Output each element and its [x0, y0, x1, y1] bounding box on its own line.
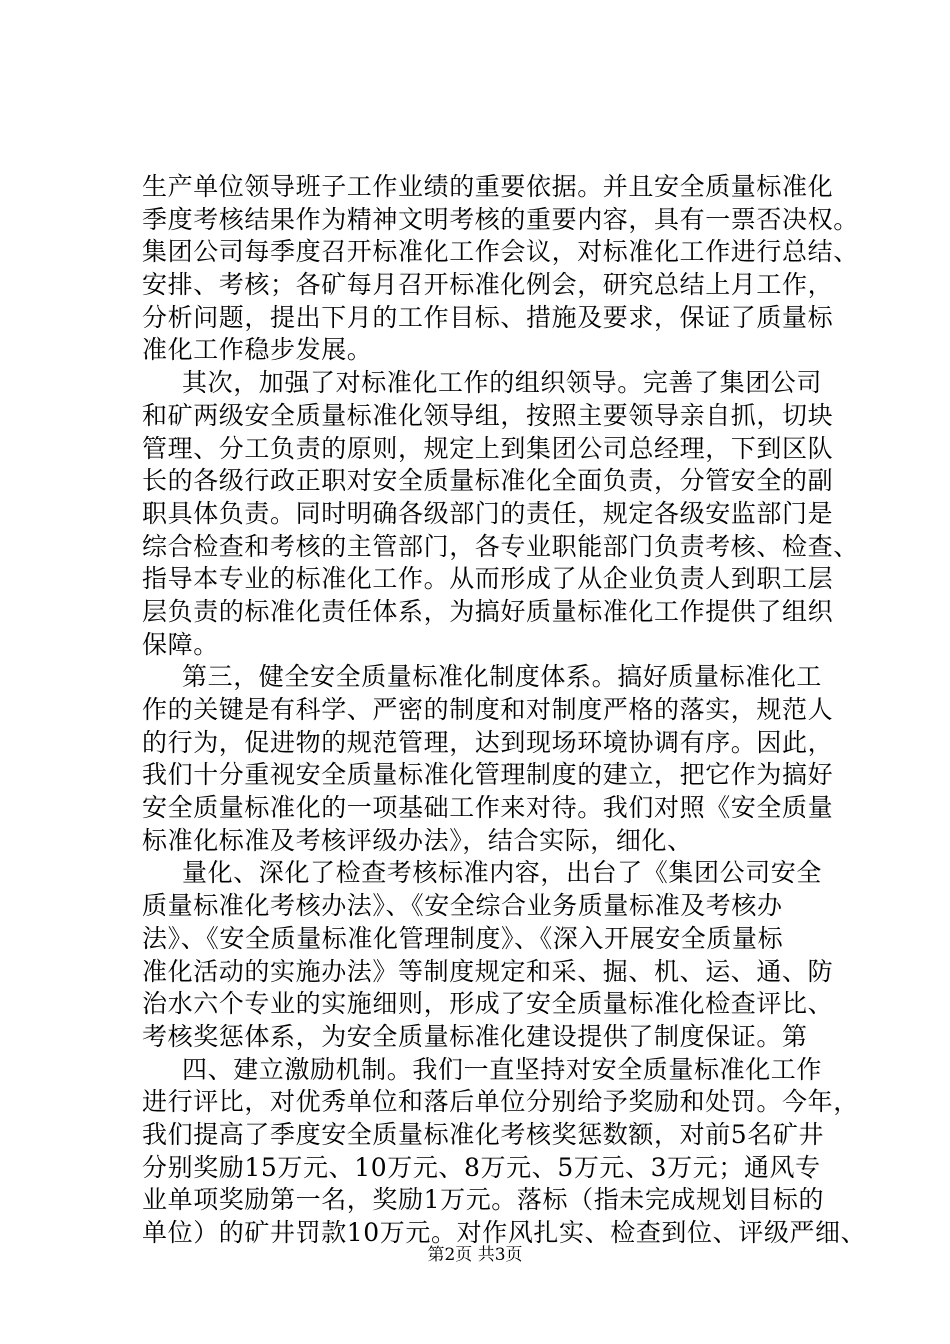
text-line: 我们提高了季度安全质量标准化考核奖惩数额，对前5名矿井 [142, 1119, 825, 1149]
text-line: 长的各级行政正职对安全质量标准化全面负责，分管安全的副 [142, 466, 834, 496]
text-line: 分别奖励15万元、10万元、8万元、5万元、3万元；通风专 [142, 1152, 821, 1182]
text-line: 质量标准化考核办法》、《安全综合业务质量标准及考核办 [142, 891, 783, 921]
text-line: 准化工作稳步发展。 [142, 335, 373, 365]
text-line: 分析问题，提出下月的工作目标、措施及要求，保证了质量标 [142, 302, 834, 332]
text-line: 量化、深化了检查考核标准内容，出台了《集团公司安全 [182, 858, 823, 888]
text-line: 安全质量标准化的一项基础工作来对待。我们对照《安全质量 [142, 793, 834, 823]
text-line: 安排、考核；各矿每月召开标准化例会，研究总结上月工作， [142, 270, 834, 300]
text-line: 准化活动的实施办法》等制度规定和采、掘、机、运、通、防 [142, 956, 834, 986]
text-line: 其次，加强了对标准化工作的组织领导。完善了集团公司 [182, 368, 823, 398]
text-line: 生产单位领导班子工作业绩的重要依据。并且安全质量标准化 [142, 172, 834, 201]
text-line: 指导本专业的标准化工作。从而形成了从企业负责人到职工层 [142, 564, 834, 594]
text-line: 的行为，促进物的规范管理，达到现场环境协调有序。因此， [142, 727, 834, 757]
text-line: 考核奖惩体系，为安全质量标准化建设提供了制度保证。第 [142, 1021, 808, 1051]
text-line: 层负责的标准化责任体系，为搞好质量标准化工作提供了组织 [142, 596, 834, 626]
text-line: 季度考核结果作为精神文明考核的重要内容，具有一票否决权。 [142, 204, 859, 234]
page-footer: 第2页 共3页 [427, 1245, 523, 1265]
text-line: 单位）的矿井罚款10万元。对作风扎实、检查到位、评级严细、 [142, 1218, 867, 1247]
text-line: 保障。 [142, 629, 219, 659]
text-line: 职具体负责。同时明确各级部门的责任，规定各级安监部门是 [142, 498, 834, 528]
text-line: 作的关键是有科学、严密的制度和对制度严格的落实，规范人 [142, 695, 834, 724]
text-line: 集团公司每季度召开标准化工作会议，对标准化工作进行总结、 [142, 237, 859, 267]
text-line: 标准化标准及考核评级办法》，结合实际，细化、 [142, 825, 693, 855]
text-line: 法》、《安全质量标准化管理制度》、《深入开展安全质量标 [142, 923, 784, 953]
text-line: 第三，健全安全质量标准化制度体系。搞好质量标准化工 [182, 662, 823, 692]
text-line: 我们十分重视安全质量标准化管理制度的建立，把它作为搞好 [142, 760, 834, 790]
text-line: 管理、分工负责的原则，规定上到集团公司总经理，下到区队 [142, 433, 834, 463]
text-line: 进行评比，对优秀单位和落后单位分别给予奖励和处罚。今年， [142, 1087, 859, 1117]
text-line: 和矿两级安全质量标准化领导组，按照主要领导亲自抓，切块 [142, 400, 834, 430]
text-line: 治水六个专业的实施细则，形成了安全质量标准化检查评比、 [142, 989, 834, 1019]
body-text [142, 171, 867, 1250]
text-line: 业单项奖励第一名，奖励1万元。落标（指未完成规划目标的 [142, 1185, 825, 1215]
text-line: 四、建立激励机制。我们一直坚持对安全质量标准化工作 [182, 1054, 823, 1084]
text-line: 综合检查和考核的主管部门，各专业职能部门负责考核、检查、 [142, 531, 859, 561]
